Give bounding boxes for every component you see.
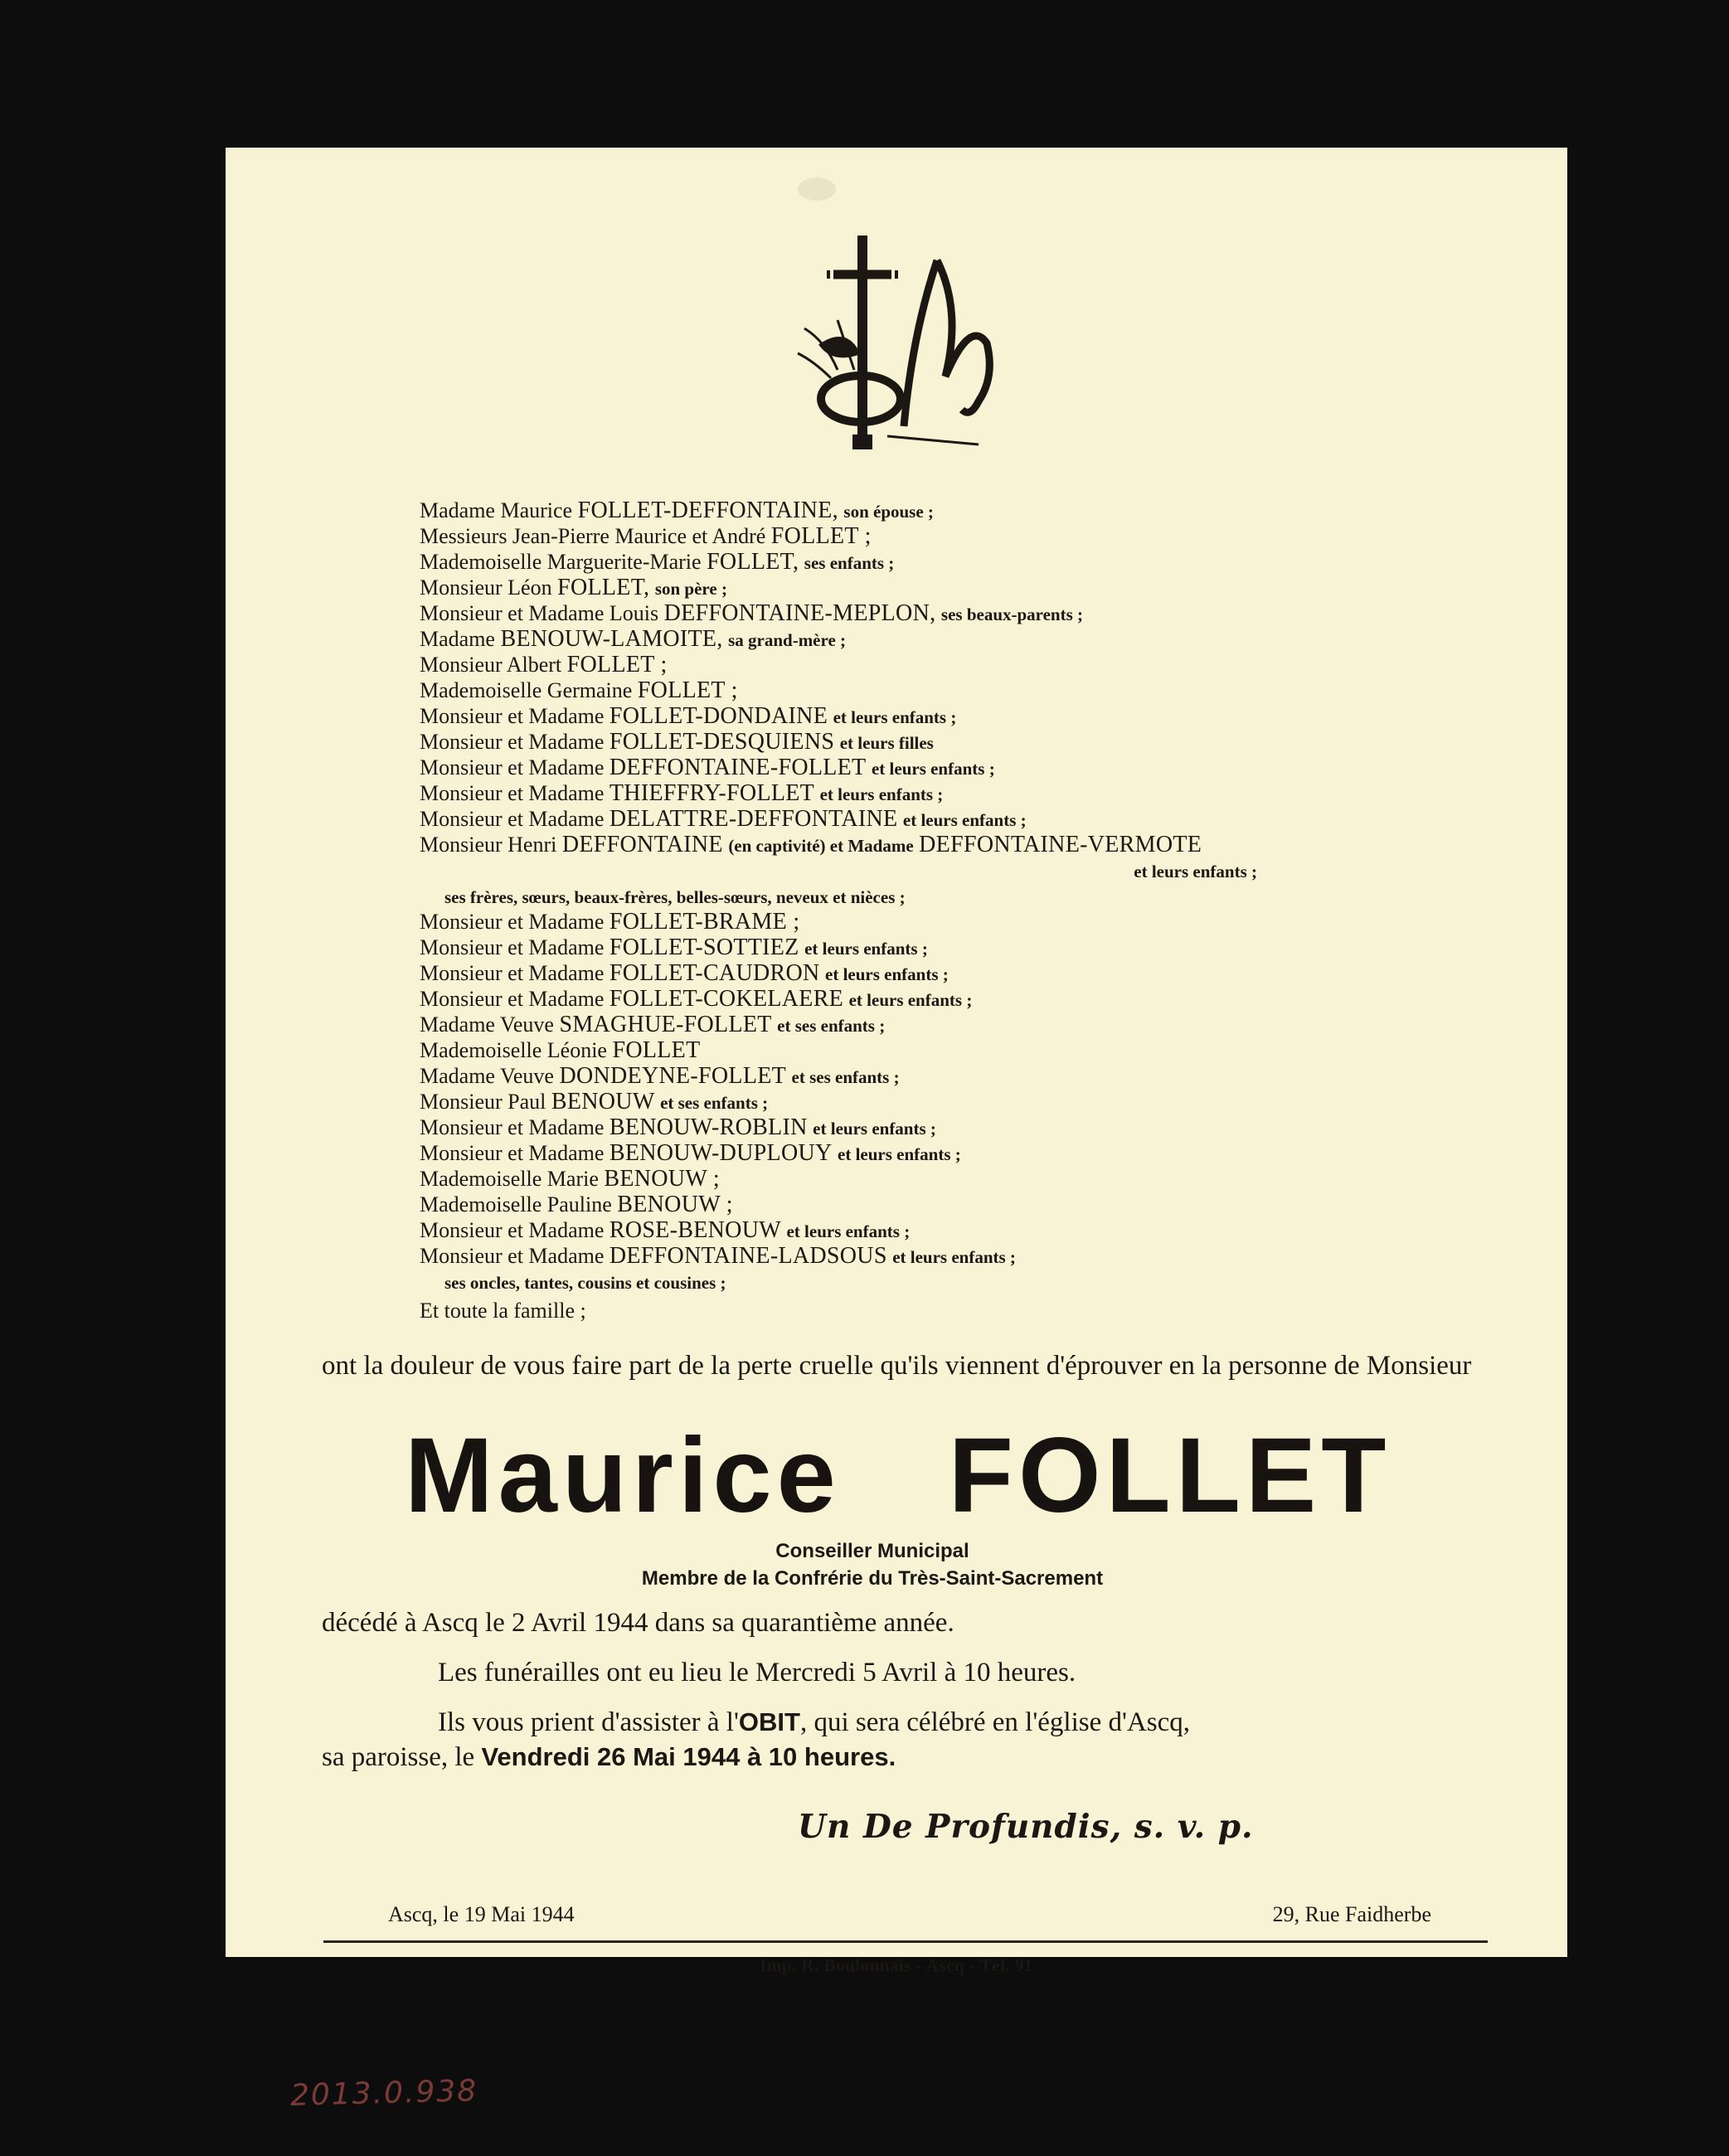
relative-nm: BENOUW ; — [617, 1192, 733, 1217]
relative-lbl: Monsieur et Madame — [420, 704, 605, 728]
obit-line-1 — [438, 1705, 1190, 1740]
relative-suf: et leurs enfants ; — [786, 1221, 911, 1241]
relative-line — [420, 498, 1464, 523]
relative-line — [420, 960, 1464, 986]
relative-lbl: Monsieur Léon — [420, 575, 552, 600]
relative-line — [420, 755, 1464, 780]
relative-line — [420, 652, 1464, 677]
relative-suf: et leurs enfants ; — [825, 964, 949, 984]
relative-line — [420, 832, 1464, 857]
relative-line — [420, 1037, 1464, 1063]
relative-nm2: DEFFONTAINE-VERMOTE — [919, 832, 1202, 857]
title-line-2: Membre de la Confrérie du Très-Saint-Sacrement — [641, 1567, 1104, 1590]
relative-line — [420, 1063, 1464, 1089]
relative-suf: et leurs enfants ; — [804, 939, 928, 959]
obit-date: Vendredi 26 Mai 1944 à 10 heures. — [481, 1742, 896, 1771]
relative-line — [420, 1140, 1464, 1166]
relative-nm: FOLLET-SOTTIEZ — [609, 935, 799, 960]
relative-lbl: Monsieur et Madame — [420, 910, 605, 934]
relative-line — [420, 1166, 1464, 1192]
relative-nm: FOLLET, — [707, 549, 799, 575]
relative-lbl: Mademoiselle Marie — [420, 1167, 599, 1191]
relative-lbl: Madame Maurice — [420, 498, 573, 522]
relative-line — [420, 857, 1464, 883]
relative-lbl: Madame — [420, 627, 495, 651]
relative-nm: BENOUW-DUPLOUY — [609, 1140, 833, 1166]
relative-suf: son épouse ; — [843, 502, 934, 522]
footer-divider — [323, 1940, 1488, 1943]
relative-suf: et leurs filles — [839, 733, 934, 753]
deceased-last-name: FOLLET — [948, 1416, 1391, 1535]
relative-line — [420, 780, 1464, 806]
relative-nm: BENOUW ; — [604, 1166, 720, 1192]
relative-lbl: Messieurs Jean-Pierre Maurice et André — [420, 524, 766, 548]
relative-lbl: Mademoiselle Léonie — [420, 1038, 607, 1062]
relative-suf: ses enfants ; — [804, 553, 895, 573]
relative-line — [420, 1089, 1464, 1114]
relative-suf: (en captivité) et Madame — [728, 836, 914, 856]
deceased-titles — [499, 1537, 1246, 1592]
relative-lbl: Madame Veuve — [420, 1064, 554, 1088]
relative-nm: DEFFONTAINE-FOLLET — [609, 755, 867, 780]
relative-suf: ses oncles, tantes, cousins et cousines ; — [444, 1273, 726, 1293]
relative-lbl: Et toute la famille ; — [420, 1299, 586, 1323]
relative-suf: et leurs enfants ; — [813, 1119, 936, 1139]
de-profundis: Un De Profundis, s. v. p. — [798, 1808, 1254, 1846]
funeral-line: Les funérailles ont eu lieu le Mercredi 5 Avril à 10 heures. — [438, 1658, 1076, 1687]
relative-lbl: Monsieur et Madame Louis — [420, 601, 659, 625]
relative-lbl: Monsieur et Madame — [420, 1218, 605, 1242]
relative-line — [420, 1243, 1464, 1269]
relative-suf: et leurs enfants ; — [902, 810, 1027, 830]
relative-lbl: Monsieur et Madame — [420, 987, 605, 1011]
relative-suf: et ses enfants ; — [660, 1093, 769, 1113]
pin-hole — [798, 177, 836, 201]
relative-nm: FOLLET ; — [637, 677, 738, 703]
relative-nm: FOLLET ; — [566, 652, 668, 677]
relative-suf: ses beaux-parents ; — [940, 605, 1084, 624]
relative-nm: DELATTRE-DEFFONTAINE — [609, 806, 898, 832]
relative-suf: et ses enfants ; — [791, 1067, 900, 1087]
relative-nm: SMAGHUE-FOLLET — [559, 1012, 772, 1037]
obit-word: OBIT — [738, 1707, 800, 1736]
relative-nm: FOLLET, — [557, 575, 650, 600]
obit-text-1: Ils vous prient d'assister à l' — [438, 1707, 739, 1737]
relatives-list — [420, 498, 1464, 1323]
relative-line — [420, 677, 1464, 703]
obit-text-1-end: , qui sera célébré en l'église d'Ascq, — [799, 1707, 1191, 1737]
relative-nm: DEFFONTAINE — [561, 832, 723, 857]
relative-line — [420, 935, 1464, 960]
relative-line — [420, 806, 1464, 832]
relative-lbl: Monsieur et Madame — [420, 1141, 605, 1165]
relative-line — [420, 626, 1464, 652]
relative-lbl: Monsieur et Madame — [420, 961, 605, 985]
relative-line — [420, 549, 1464, 575]
relative-line — [420, 1298, 1464, 1323]
relative-lbl: Monsieur Albert — [420, 653, 562, 677]
relative-lbl: Madame Veuve — [420, 1012, 554, 1037]
relative-lbl: Monsieur et Madame — [420, 1115, 605, 1139]
relative-line — [420, 1269, 1464, 1294]
relative-line — [420, 729, 1464, 755]
relative-suf: et leurs enfants ; — [833, 707, 957, 727]
relative-suf: ses frères, sœurs, beaux-frères, belles-sœurs, neveux et nièces ; — [444, 887, 906, 907]
relative-suf: et leurs enfants ; — [848, 990, 973, 1010]
relative-nm: FOLLET — [612, 1037, 701, 1063]
deceased-name — [405, 1415, 1483, 1537]
relative-line — [420, 986, 1464, 1012]
relative-line — [420, 1114, 1464, 1140]
relative-suf: et leurs enfants ; — [838, 1144, 961, 1164]
relative-suf: et leurs enfants ; — [871, 759, 995, 779]
relative-line — [420, 1012, 1464, 1037]
relative-suf: et leurs enfants ; — [892, 1247, 1016, 1267]
relative-line — [420, 883, 1464, 909]
relative-lbl: Monsieur et Madame — [420, 935, 605, 959]
relative-lbl: Monsieur Paul — [420, 1090, 546, 1114]
death-notice-card — [226, 148, 1567, 2113]
inventory-number: 2013.0.938 — [289, 2074, 478, 2113]
title-line-1: Conseiller Municipal — [775, 1540, 969, 1562]
cross-monogram-emblem — [788, 229, 1003, 453]
relative-line — [420, 1192, 1464, 1217]
relative-nm: FOLLET-DEFFONTAINE, — [577, 498, 838, 523]
death-line: décédé à Ascq le 2 Avril 1944 dans sa quarantième année. — [322, 1608, 954, 1638]
deceased-first-name: Maurice — [405, 1416, 841, 1535]
relative-suf: et leurs enfants ; — [819, 784, 944, 804]
relative-lbl: Monsieur Henri — [420, 833, 557, 857]
relative-nm: DEFFONTAINE-MEPLON, — [663, 600, 936, 626]
relative-nm: THIEFFRY-FOLLET — [609, 780, 815, 806]
relative-nm: FOLLET-BRAME ; — [609, 909, 800, 935]
relative-lbl: Mademoiselle Germaine — [420, 678, 633, 702]
printer-imprint: Imp. R. Boulonnais - Ascq - Tél. 91 — [760, 1955, 1033, 1975]
obit-text-2: sa paroisse, le — [322, 1742, 482, 1772]
relative-lbl: Monsieur et Madame — [420, 807, 605, 831]
relative-suf: sa grand-mère ; — [728, 630, 847, 650]
relative-line — [420, 523, 1464, 549]
relative-nm: FOLLET-COKELAERE — [609, 986, 844, 1012]
place-and-date: Ascq, le 19 Mai 1944 — [388, 1902, 575, 1926]
relative-nm: FOLLET-CAUDRON — [609, 960, 820, 986]
relative-lbl: Mademoiselle Marguerite-Marie — [420, 550, 702, 574]
relative-nm: BENOUW-LAMOITE, — [500, 626, 723, 652]
obit-line-2 — [322, 1740, 896, 1775]
relative-nm: FOLLET ; — [770, 523, 872, 549]
relative-nm: BENOUW-ROBLIN — [609, 1114, 808, 1140]
announcement-intro: ont la douleur de vous faire part de la perte cruelle qu'ils viennent d'éprouver en la personne de Monsieur — [322, 1351, 1472, 1381]
relative-nm: DONDEYNE-FOLLET — [559, 1063, 787, 1089]
relative-nm: FOLLET-DONDAINE — [609, 703, 828, 729]
relative-lbl: Monsieur et Madame — [420, 781, 605, 805]
address: 29, Rue Faidherbe — [1272, 1902, 1431, 1926]
relative-line — [420, 600, 1464, 626]
relative-line — [420, 703, 1464, 729]
relative-suf: son père ; — [654, 579, 727, 599]
relative-lbl: Monsieur et Madame — [420, 730, 605, 754]
relative-lbl: Mademoiselle Pauline — [420, 1192, 612, 1216]
relative-lbl: Monsieur et Madame — [420, 755, 605, 779]
relative-nm: FOLLET-DESQUIENS — [609, 729, 835, 755]
relative-suf: et ses enfants ; — [777, 1016, 886, 1036]
relative-line — [420, 909, 1464, 935]
relative-nm: BENOUW — [551, 1089, 655, 1114]
relative-suf: et leurs enfants ; — [1134, 862, 1257, 881]
relative-line — [420, 1217, 1464, 1243]
relative-nm: DEFFONTAINE-LADSOUS — [609, 1243, 887, 1269]
relative-nm: ROSE-BENOUW — [609, 1217, 781, 1243]
relative-line — [420, 575, 1464, 600]
relative-lbl: Monsieur et Madame — [420, 1244, 605, 1268]
